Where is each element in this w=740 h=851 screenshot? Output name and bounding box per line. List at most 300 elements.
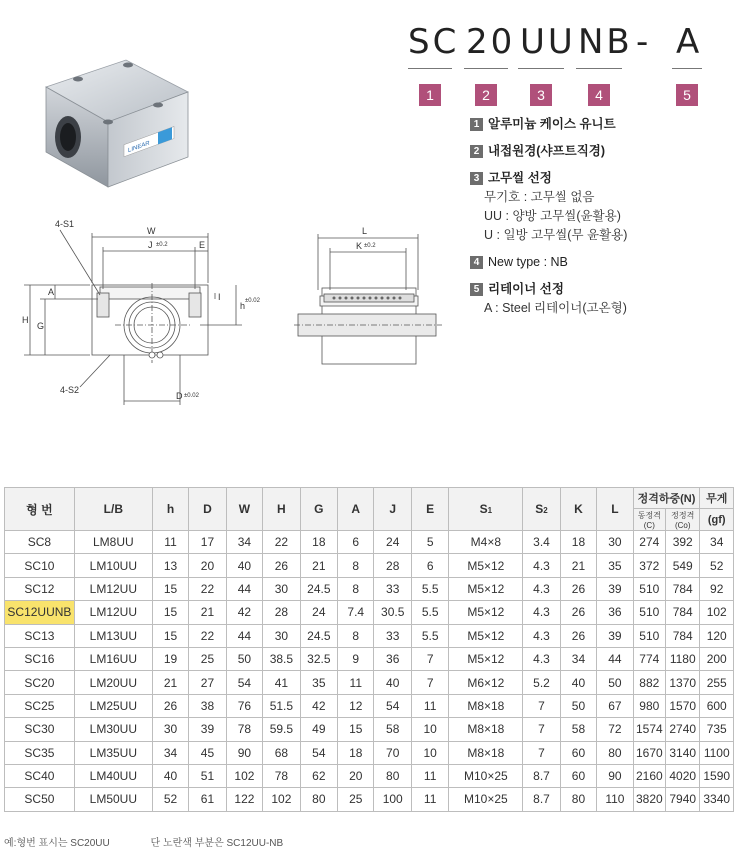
code-segment-size: 20 (466, 22, 516, 62)
cell-a: 6 (338, 531, 374, 554)
cell-lb: LM12UU (74, 577, 152, 600)
side-view-drawing (290, 220, 450, 370)
cell-s2: 4.3 (523, 554, 560, 577)
cell-d: 45 (189, 741, 226, 764)
cell-l: 35 (597, 554, 633, 577)
cell-g: 42 (300, 694, 337, 717)
cell-s2: 7 (523, 741, 560, 764)
cell-g: 24.5 (300, 577, 337, 600)
table-row (5, 764, 734, 787)
cell-j: 40 (374, 671, 411, 694)
cell-h: 19 (152, 647, 188, 670)
header-dynamic: 동정격(C) (633, 509, 665, 531)
header-e: E (411, 488, 448, 531)
cell-H: 102 (263, 788, 300, 811)
dim-tol-j: ±0.2 (156, 242, 168, 248)
cell-model: SC50 (5, 788, 75, 811)
cell-s1: M8×18 (449, 741, 523, 764)
cell-d: 22 (189, 577, 226, 600)
cell-w: 44 (226, 577, 262, 600)
code-legend (470, 115, 730, 318)
cell-model: SC12 (5, 577, 75, 600)
header-s1: S1 (449, 488, 523, 531)
front-view-drawing (0, 205, 270, 420)
code-number-badge: 3 (530, 84, 552, 106)
cell-j: 28 (374, 554, 411, 577)
cell-w: 42 (226, 601, 262, 624)
cell-dynamic: 980 (633, 694, 665, 717)
cell-e: 7 (411, 671, 448, 694)
legend-title: 알루미늄 케이스 유니트 (488, 117, 616, 131)
legend-title: New type : NB (488, 255, 568, 269)
cell-a: 20 (338, 764, 374, 787)
cell-lb: LM30UU (74, 718, 152, 741)
cell-g: 62 (300, 764, 337, 787)
cell-k: 26 (560, 577, 596, 600)
header-static: 정정격(Co) (666, 509, 700, 531)
linear-bushing-unit-image (38, 52, 198, 197)
cell-static: 7940 (666, 788, 700, 811)
part-code-diagram (408, 22, 728, 103)
specification-table (4, 487, 734, 812)
cell-static: 2740 (666, 718, 700, 741)
cell-e: 5 (411, 531, 448, 554)
table-row (5, 577, 734, 600)
cell-s1: M5×12 (449, 624, 523, 647)
cell-a: 12 (338, 694, 374, 717)
cell-model: SC16 (5, 647, 75, 670)
cell-w: 34 (226, 531, 262, 554)
legend-sub: 무기호 : 고무씰 없음 (484, 190, 595, 204)
cell-e: 11 (411, 694, 448, 717)
cell-g: 54 (300, 741, 337, 764)
cell-d: 25 (189, 647, 226, 670)
table-body (5, 531, 734, 812)
table-row (5, 694, 734, 717)
cell-H: 51.5 (263, 694, 300, 717)
dim-label-g: G (37, 321, 45, 331)
cell-e: 10 (411, 741, 448, 764)
header-s2-sub: 2 (543, 506, 548, 515)
cell-model: SC30 (5, 718, 75, 741)
code-segment-retainer: A (676, 22, 703, 62)
cell-w: 102 (226, 764, 262, 787)
cell-h: 15 (152, 577, 188, 600)
cell-weight: 735 (700, 718, 734, 741)
cell-d: 51 (189, 764, 226, 787)
header-H: H (263, 488, 300, 531)
legend-title: 리테이너 선정 (488, 282, 564, 296)
cell-w: 50 (226, 647, 262, 670)
cell-dynamic: 274 (633, 531, 665, 554)
cell-a: 18 (338, 741, 374, 764)
cell-j: 24 (374, 531, 411, 554)
cell-s1: M5×12 (449, 601, 523, 624)
legend-number: 2 (470, 145, 483, 158)
cell-a: 7.4 (338, 601, 374, 624)
cell-e: 5.5 (411, 601, 448, 624)
header-s1-sub: 1 (487, 506, 493, 515)
cell-e: 5.5 (411, 624, 448, 647)
cell-k: 18 (560, 531, 596, 554)
legend-number: 1 (470, 118, 483, 131)
cell-dynamic: 1574 (633, 718, 665, 741)
cell-static: 4020 (666, 764, 700, 787)
cell-s1: M8×18 (449, 718, 523, 741)
cell-g: 24 (300, 601, 337, 624)
cell-h: 21 (152, 671, 188, 694)
code-number-badge: 1 (419, 84, 441, 106)
cell-l: 44 (597, 647, 633, 670)
legend-number: 4 (470, 256, 483, 269)
legend-item (470, 115, 730, 134)
cell-g: 18 (300, 531, 337, 554)
table-row (5, 601, 734, 624)
cell-s1: M8×18 (449, 694, 523, 717)
dim-tol-h: ±0.02 (245, 298, 260, 304)
cell-s1: M10×25 (449, 788, 523, 811)
cell-k: 34 (560, 647, 596, 670)
cell-e: 11 (411, 764, 448, 787)
cell-dynamic: 510 (633, 601, 665, 624)
cell-model: SC25 (5, 694, 75, 717)
legend-item (470, 169, 730, 188)
code-underline (672, 68, 702, 69)
table-row (5, 741, 734, 764)
cell-d: 17 (189, 531, 226, 554)
cell-j: 33 (374, 577, 411, 600)
footnote-highlight-note: 단 노란색 부분은 SC12UU-NB (150, 838, 284, 849)
cell-d: 27 (189, 671, 226, 694)
cell-H: 30 (263, 577, 300, 600)
legend-sub: UU : 양방 고무씰(윤활용) (484, 209, 621, 223)
table-row (5, 624, 734, 647)
header-d: D (189, 488, 226, 531)
cell-h: 15 (152, 624, 188, 647)
cell-w: 40 (226, 554, 262, 577)
cell-static: 1570 (666, 694, 700, 717)
cell-H: 78 (263, 764, 300, 787)
cell-j: 33 (374, 624, 411, 647)
cell-l: 110 (597, 788, 633, 811)
cell-h: 30 (152, 718, 188, 741)
legend-sub: U : 일방 고무씰(무 윤활용) (484, 228, 628, 242)
cell-k: 26 (560, 601, 596, 624)
header-weight: 무게 (700, 488, 734, 509)
cell-H: 22 (263, 531, 300, 554)
dim-label-i: I (218, 292, 221, 302)
cell-e: 7 (411, 647, 448, 670)
legend-item (470, 142, 730, 161)
header-g: G (300, 488, 337, 531)
code-segment-series: SC (408, 22, 460, 62)
cell-a: 9 (338, 647, 374, 670)
cell-a: 25 (338, 788, 374, 811)
header-s2: S2 (523, 488, 560, 531)
cell-static: 784 (666, 577, 700, 600)
cell-l: 39 (597, 624, 633, 647)
cell-d: 22 (189, 624, 226, 647)
cell-weight: 600 (700, 694, 734, 717)
cell-s2: 8.7 (523, 764, 560, 787)
cell-h: 13 (152, 554, 188, 577)
header-j: J (374, 488, 411, 531)
cell-lb: LM12UU (74, 601, 152, 624)
cell-s1: M5×12 (449, 554, 523, 577)
cell-j: 36 (374, 647, 411, 670)
header-weight-unit: (gf) (700, 509, 734, 531)
cell-k: 21 (560, 554, 596, 577)
dim-label-h: h (240, 301, 246, 311)
cell-g: 21 (300, 554, 337, 577)
code-number-badge: 2 (475, 84, 497, 106)
cell-s2: 5.2 (523, 671, 560, 694)
header-h: h (152, 488, 188, 531)
legend-title: 내접원경(샤프트직경) (488, 144, 606, 158)
cell-g: 80 (300, 788, 337, 811)
code-number-badge: 5 (676, 84, 698, 106)
table-row (5, 647, 734, 670)
cell-lb: LM35UU (74, 741, 152, 764)
cell-l: 30 (597, 531, 633, 554)
cell-weight: 1100 (700, 741, 734, 764)
cell-g: 49 (300, 718, 337, 741)
cell-weight: 92 (700, 577, 734, 600)
dim-label-s2: 4-S2 (60, 385, 80, 395)
cell-lb: LM20UU (74, 671, 152, 694)
cell-s2: 3.4 (523, 531, 560, 554)
table-row (5, 554, 734, 577)
code-segment-dash: - (636, 22, 652, 62)
cell-dynamic: 372 (633, 554, 665, 577)
header-k: K (560, 488, 596, 531)
cell-a: 11 (338, 671, 374, 694)
cell-h: 34 (152, 741, 188, 764)
cell-j: 58 (374, 718, 411, 741)
cell-d: 61 (189, 788, 226, 811)
table-row (5, 671, 734, 694)
dim-label-w: W (147, 226, 156, 236)
cell-weight: 52 (700, 554, 734, 577)
cell-s1: M6×12 (449, 671, 523, 694)
cell-H: 28 (263, 601, 300, 624)
cell-H: 41 (263, 671, 300, 694)
header-l: L (597, 488, 633, 531)
legend-item (470, 280, 730, 299)
cell-static: 1180 (666, 647, 700, 670)
table-row (5, 531, 734, 554)
footnote-example: 예:형번 표시는 SC20UU (4, 838, 110, 849)
cell-dynamic: 2160 (633, 764, 665, 787)
table-row (5, 788, 734, 811)
dim-label-j: J (148, 240, 153, 250)
footnote (4, 834, 321, 849)
cell-k: 26 (560, 624, 596, 647)
cell-s1: M5×12 (449, 647, 523, 670)
cell-l: 67 (597, 694, 633, 717)
cell-l: 50 (597, 671, 633, 694)
code-segment-seal: UU (520, 22, 576, 62)
cell-s2: 4.3 (523, 624, 560, 647)
dim-label-e: E (199, 240, 206, 250)
cell-h: 52 (152, 788, 188, 811)
cell-H: 59.5 (263, 718, 300, 741)
cell-s1: M5×12 (449, 577, 523, 600)
dim-tol-d: ±0.02 (184, 393, 199, 399)
cell-j: 30.5 (374, 601, 411, 624)
cell-dynamic: 510 (633, 624, 665, 647)
cell-e: 11 (411, 788, 448, 811)
cell-a: 8 (338, 577, 374, 600)
header-rated-load: 정격하중(N) (633, 488, 700, 509)
cell-dynamic: 774 (633, 647, 665, 670)
cell-k: 60 (560, 764, 596, 787)
cell-H: 30 (263, 624, 300, 647)
cell-weight: 120 (700, 624, 734, 647)
cell-a: 15 (338, 718, 374, 741)
dim-tol-k: ±0.2 (364, 243, 376, 249)
cell-s2: 4.3 (523, 577, 560, 600)
cell-k: 58 (560, 718, 596, 741)
legend-item (470, 253, 730, 272)
cell-a: 8 (338, 554, 374, 577)
cell-H: 26 (263, 554, 300, 577)
cell-a: 8 (338, 624, 374, 647)
legend-number: 3 (470, 172, 483, 185)
cell-lb: LM25UU (74, 694, 152, 717)
cell-dynamic: 510 (633, 577, 665, 600)
legend-sub: A : Steel 리테이너(고온형) (484, 301, 627, 315)
cell-j: 80 (374, 764, 411, 787)
cell-static: 784 (666, 601, 700, 624)
cell-k: 80 (560, 788, 596, 811)
cell-s2: 4.3 (523, 601, 560, 624)
cell-s1: M10×25 (449, 764, 523, 787)
cell-H: 38.5 (263, 647, 300, 670)
cell-static: 784 (666, 624, 700, 647)
code-underline (576, 68, 622, 69)
dim-label-a: A (48, 287, 55, 297)
cell-dynamic: 882 (633, 671, 665, 694)
cell-e: 6 (411, 554, 448, 577)
cell-lb: LM8UU (74, 531, 152, 554)
cell-k: 60 (560, 741, 596, 764)
cell-g: 32.5 (300, 647, 337, 670)
cell-w: 122 (226, 788, 262, 811)
cell-e: 5.5 (411, 577, 448, 600)
cell-g: 35 (300, 671, 337, 694)
cell-weight: 200 (700, 647, 734, 670)
cell-h: 26 (152, 694, 188, 717)
cell-g: 24.5 (300, 624, 337, 647)
cell-lb: LM40UU (74, 764, 152, 787)
cell-s2: 4.3 (523, 647, 560, 670)
cell-l: 39 (597, 577, 633, 600)
cell-w: 76 (226, 694, 262, 717)
cell-e: 10 (411, 718, 448, 741)
cell-d: 38 (189, 694, 226, 717)
cell-l: 80 (597, 741, 633, 764)
product-photo (38, 52, 198, 197)
cell-static: 549 (666, 554, 700, 577)
cell-weight: 102 (700, 601, 734, 624)
cell-lb: LM10UU (74, 554, 152, 577)
cell-lb: LM16UU (74, 647, 152, 670)
cell-static: 392 (666, 531, 700, 554)
cell-w: 90 (226, 741, 262, 764)
cell-model: SC13 (5, 624, 75, 647)
cell-H: 68 (263, 741, 300, 764)
dim-label-l: L (362, 226, 368, 236)
code-number-badge: 4 (588, 84, 610, 106)
cell-dynamic: 1670 (633, 741, 665, 764)
header-model: 형 번 (5, 488, 75, 531)
cell-w: 54 (226, 671, 262, 694)
code-segment-type: NB (578, 22, 633, 62)
photo-badge: LINEAR (128, 139, 150, 155)
cell-w: 78 (226, 718, 262, 741)
cell-s2: 7 (523, 694, 560, 717)
cell-model: SC10 (5, 554, 75, 577)
cell-j: 100 (374, 788, 411, 811)
cell-weight: 3340 (700, 788, 734, 811)
cell-s2: 8.7 (523, 788, 560, 811)
cell-l: 36 (597, 601, 633, 624)
cell-d: 20 (189, 554, 226, 577)
header-w: W (226, 488, 262, 531)
cell-j: 54 (374, 694, 411, 717)
cell-lb: LM13UU (74, 624, 152, 647)
cell-dynamic: 3820 (633, 788, 665, 811)
cell-k: 50 (560, 694, 596, 717)
cell-weight: 255 (700, 671, 734, 694)
code-underline (518, 68, 564, 69)
dim-label-d: D (176, 391, 183, 401)
cell-j: 70 (374, 741, 411, 764)
cell-model: SC8 (5, 531, 75, 554)
cell-h: 15 (152, 601, 188, 624)
cell-static: 1370 (666, 671, 700, 694)
dim-label-s1: 4-S1 (55, 219, 75, 229)
header-lb: L/B (74, 488, 152, 531)
table-row (5, 718, 734, 741)
cell-s1: M4×8 (449, 531, 523, 554)
cell-lb: LM50UU (74, 788, 152, 811)
code-underline (408, 68, 452, 69)
cell-h: 11 (152, 531, 188, 554)
cell-d: 39 (189, 718, 226, 741)
cell-model: SC12UUNB (5, 601, 75, 624)
cell-l: 72 (597, 718, 633, 741)
cell-k: 40 (560, 671, 596, 694)
cell-l: 90 (597, 764, 633, 787)
cell-w: 44 (226, 624, 262, 647)
legend-title: 고무씰 선정 (488, 171, 552, 185)
cell-d: 21 (189, 601, 226, 624)
cell-static: 3140 (666, 741, 700, 764)
cell-model: SC35 (5, 741, 75, 764)
cell-model: SC40 (5, 764, 75, 787)
dim-label-k: K (356, 241, 363, 251)
cell-weight: 34 (700, 531, 734, 554)
cell-weight: 1590 (700, 764, 734, 787)
dim-label-H: H (22, 315, 29, 325)
cell-s2: 7 (523, 718, 560, 741)
header-a: A (338, 488, 374, 531)
legend-number: 5 (470, 283, 483, 296)
cell-model: SC20 (5, 671, 75, 694)
code-underline (464, 68, 508, 69)
